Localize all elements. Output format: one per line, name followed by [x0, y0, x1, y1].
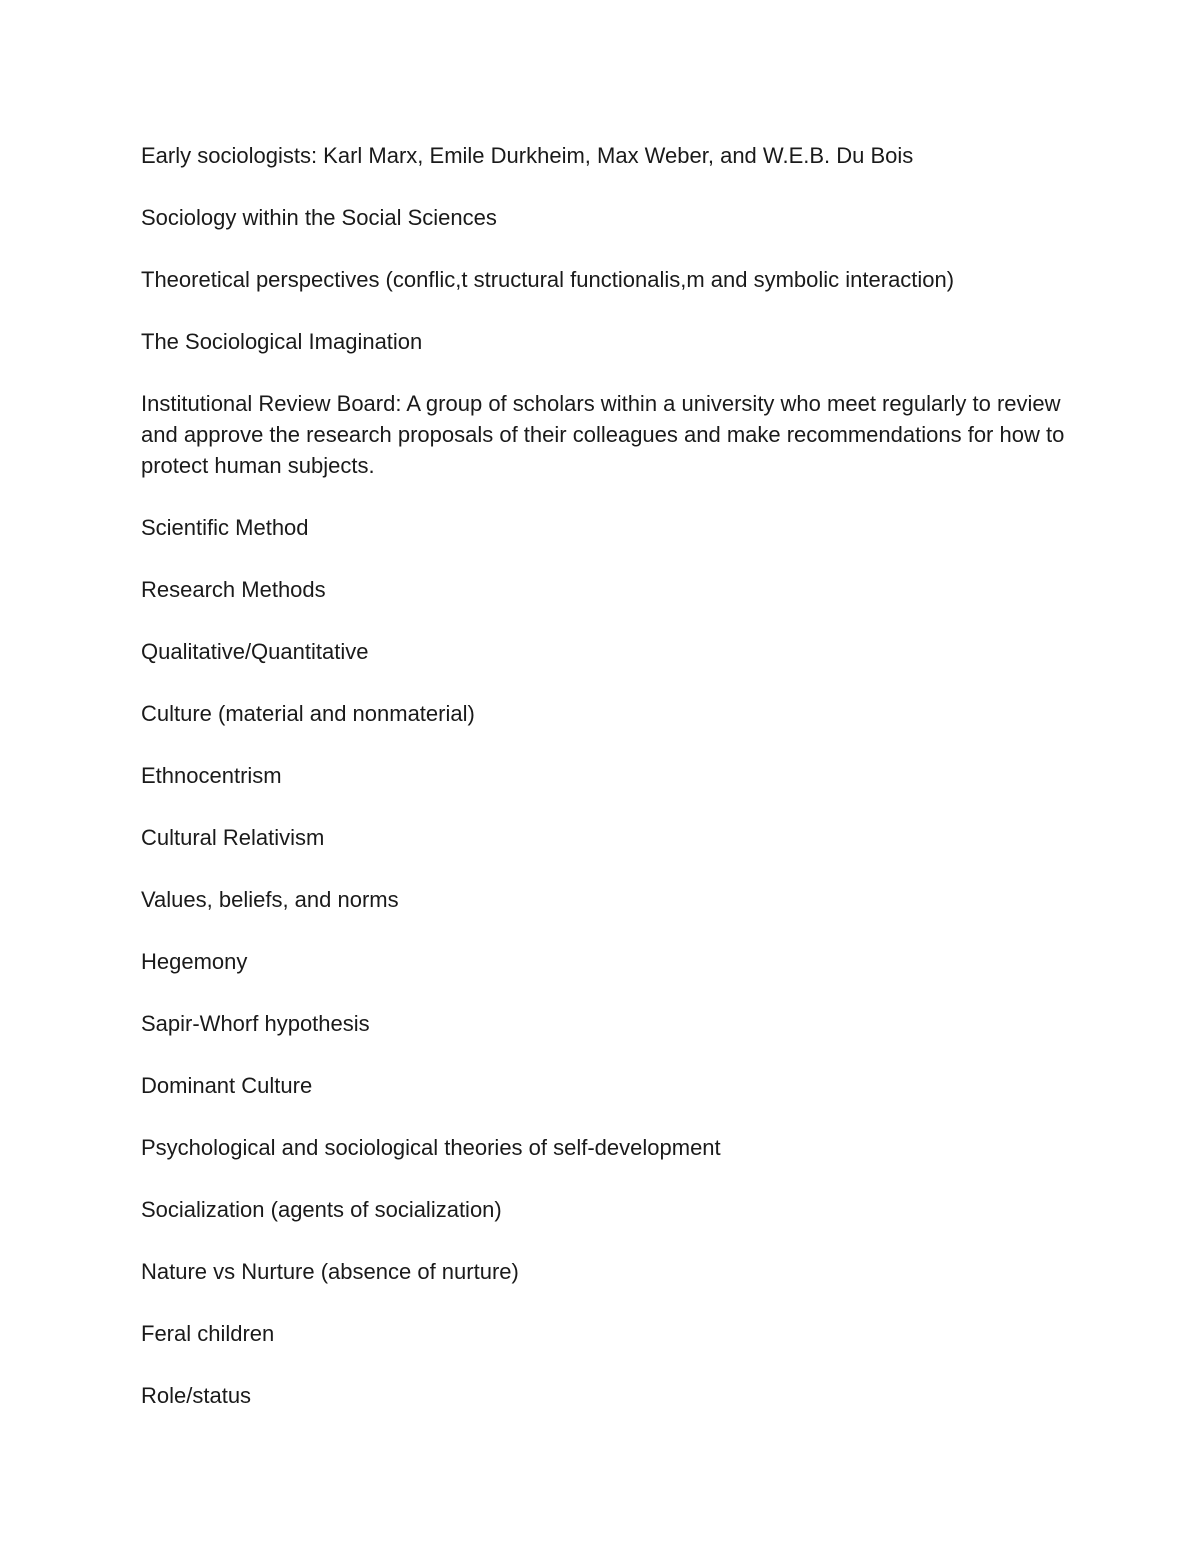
paragraph-sociology-social-sciences: Sociology within the Social Sciences — [141, 205, 497, 230]
paragraph-scientific-method: Scientific Method — [141, 515, 309, 540]
paragraph-theoretical-perspectives: Theoretical perspectives (conflic,t structural functionalis,m and symbolic interaction) — [141, 267, 955, 292]
paragraph-nature-vs-nurture: Nature vs Nurture (absence of nurture) — [141, 1259, 519, 1284]
paragraph-values-beliefs-norms: Values, beliefs, and norms — [141, 887, 399, 912]
paragraph-sociological-imagination: The Sociological Imagination — [141, 329, 423, 354]
paragraph-self-development-theories: Psychological and sociological theories of self-development — [141, 1135, 721, 1160]
paragraph-research-methods: Research Methods — [141, 577, 326, 602]
paragraph-socialization: Socialization (agents of socialization) — [141, 1197, 502, 1222]
paragraph-dominant-culture: Dominant Culture — [141, 1073, 313, 1098]
document-body — [141, 140, 1071, 1442]
paragraph-sapir-whorf: Sapir-Whorf hypothesis — [141, 1011, 370, 1036]
paragraph-role-status: Role/status — [141, 1383, 252, 1408]
paragraph-ethnocentrism: Ethnocentrism — [141, 763, 282, 788]
paragraph-culture: Culture (material and nonmaterial) — [141, 701, 475, 726]
paragraph-qualitative-quantitative: Qualitative/Quantitative — [141, 639, 369, 664]
paragraph-cultural-relativism: Cultural Relativism — [141, 825, 325, 850]
paragraph-institutional-review-board: Institutional Review Board: A group of scholars within a university who meet regularly to review and approve the research proposals of their colleagues and make recommendations for how to protect human subjects. — [141, 391, 1065, 478]
paragraph-feral-children: Feral children — [141, 1321, 275, 1346]
paragraph-hegemony: Hegemony — [141, 949, 248, 974]
paragraph-early-sociologists: Early sociologists: Karl Marx, Emile Durkheim, Max Weber, and W.E.B. Du Bois — [141, 143, 914, 168]
